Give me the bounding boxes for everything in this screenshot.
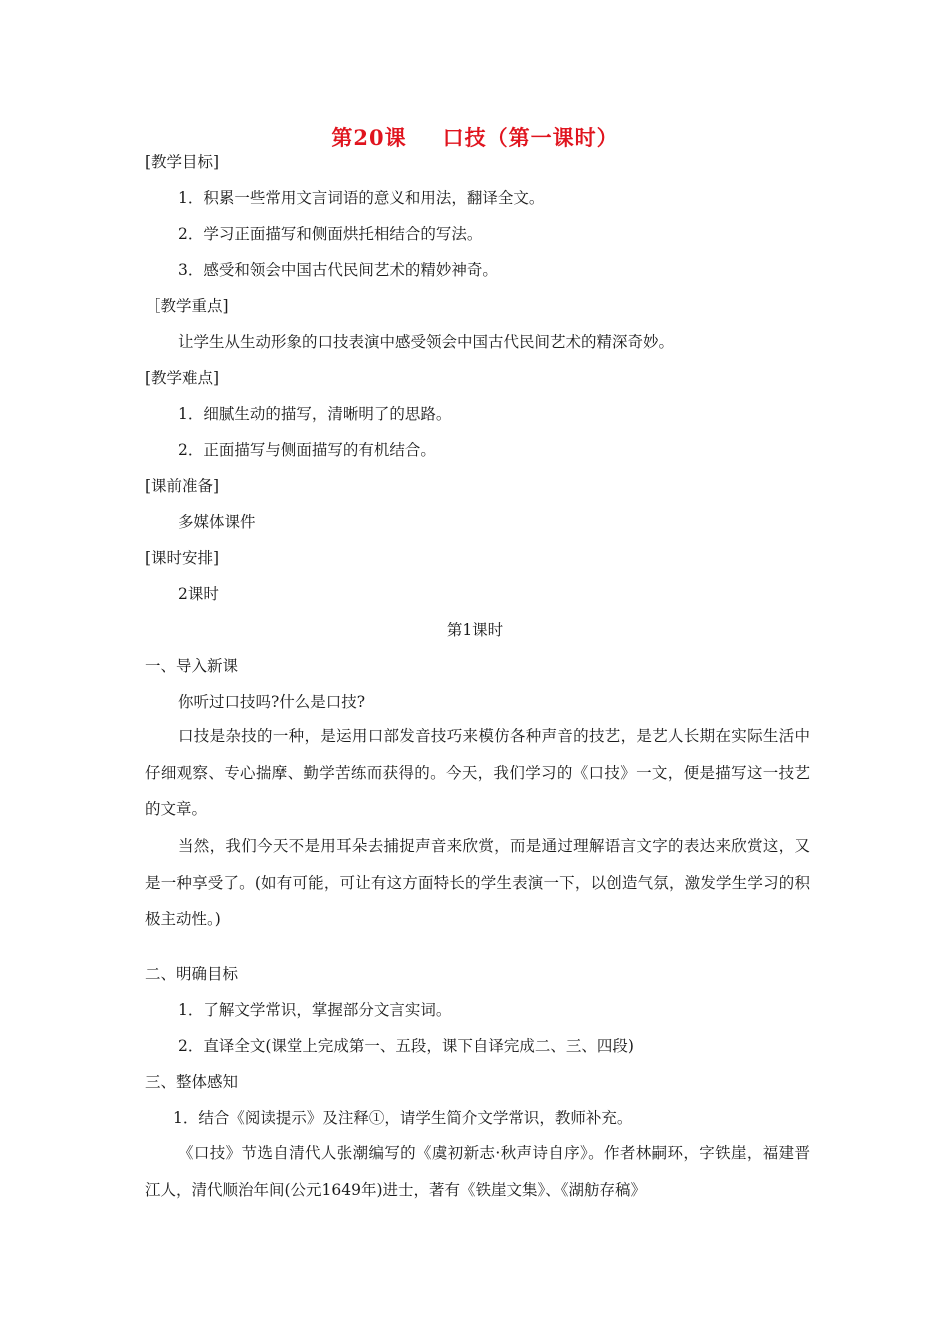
goal-item: 2．学习正面描写和侧面烘托相结合的写法。	[178, 225, 483, 243]
schedule-heading: [课时安排]	[145, 549, 220, 567]
section2-item: 2．直译全文(课堂上完成第一、五段，课下自译完成二、三、四段)	[178, 1037, 634, 1055]
lesson-topic: 口技（第一课时）	[442, 125, 619, 150]
difficulty-item: 1．细腻生动的描写，清晰明了的思路。	[178, 405, 452, 423]
schedule-text: 2课时	[178, 585, 219, 603]
lesson-number: 第20课	[331, 125, 407, 150]
prep-text: 多媒体课件	[178, 513, 256, 531]
section1-paragraph: 口技是杂技的一种，是运用口部发音技巧来模仿各种声音的技艺，是艺人长期在实际生活中仔细观察、专心揣摩、勤学苦练而获得的。今天，我们学习的《口技》一文，便是描写这一技艺的文章。	[145, 727, 810, 818]
goal-item: 3．感受和领会中国古代民间艺术的精妙神奇。	[178, 261, 498, 279]
session-title: 第1课时	[446, 621, 504, 639]
section2-heading: 二、明确目标	[145, 965, 239, 983]
prep-heading: [课前准备]	[145, 477, 220, 495]
section3-heading: 三、整体感知	[145, 1073, 239, 1091]
goals-heading: [教学目标]	[145, 153, 220, 171]
page-title	[0, 122, 950, 152]
section3-paragraph: 《口技》节选自清代人张潮编写的《虞初新志·秋声诗自序》。作者林嗣环，字铁崖，福建晋江人，清代顺治年间(公元1649年)进士，著有《铁崖文集》、《湖舫存稿》	[145, 1144, 810, 1199]
focus-text: 让学生从生动形象的口技表演中感受领会中国古代民间艺术的精深奇妙。	[178, 333, 675, 351]
section2-item: 1．了解文学常识，掌握部分文言实词。	[178, 1001, 452, 1019]
difficulty-item: 2．正面描写与侧面描写的有机结合。	[178, 441, 436, 459]
section1-paragraph: 当然，我们今天不是用耳朵去捕捉声音来欣赏，而是通过理解语言文字的表达来欣赏这，又是一种享受了。(如有可能，可让有这方面特长的学生表演一下，以创造气氛，激发学生学习的积极主动性。)	[145, 837, 810, 928]
focus-heading: ［教学重点]	[145, 297, 229, 315]
section1-heading: 一、导入新课	[145, 657, 239, 675]
goal-item: 1．积累一些常用文言词语的意义和用法，翻译全文。	[178, 189, 545, 207]
section1-question: 你听过口技吗?什么是口技?	[178, 693, 366, 711]
difficulty-heading: [教学难点]	[145, 369, 220, 387]
section3-item: 1．结合《阅读提示》及注释①，请学生简介文学常识，教师补充。	[173, 1109, 633, 1127]
